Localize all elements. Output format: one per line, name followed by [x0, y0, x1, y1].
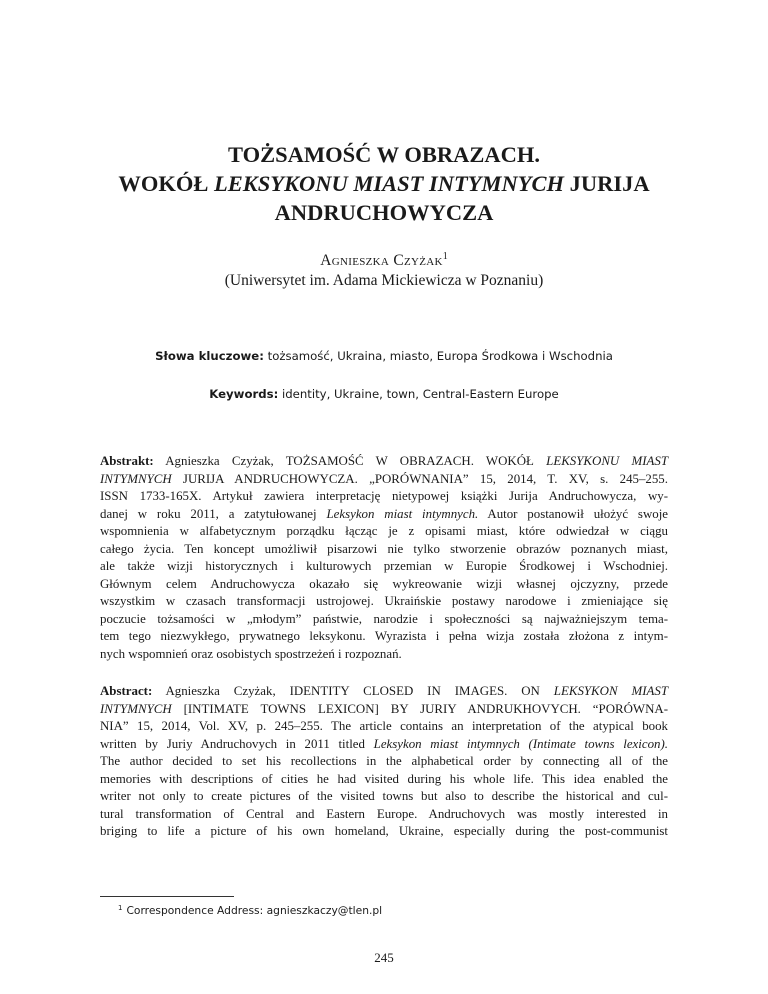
abstract-english-text: [INTIMATE TOWNS LEXICON] BY JURIY ANDRUKHOVYCH. “PORÓWNA-: [183, 701, 668, 716]
abstract-english-line: [100, 683, 668, 701]
author-name: Agnieszka Czyżak: [320, 252, 443, 269]
article-title: [60, 140, 708, 227]
abstract-polish-text: JURIJA ANDRUCHOWYCZA. „PORÓWNANIA” 15, 2014, T. XV, s. 245–255.: [182, 471, 668, 486]
keywords-english-text: identity, Ukraine, town, Central-Eastern Europe: [281, 387, 559, 401]
title-line-2-italic: LEKSYKONU MIAST INTYMNYCH: [213, 171, 565, 196]
abstract-polish-text: danej w roku 2011, a zatytułowanej: [100, 506, 317, 521]
title-line-2-pre: WOKÓŁ: [118, 171, 209, 196]
abstract-polish-italic: INTYMNYCH: [100, 471, 172, 486]
author-line: [0, 251, 768, 271]
abstract-polish-italic: LEKSYKONU MIAST: [546, 454, 668, 468]
abstract-polish-line: [100, 471, 668, 489]
abstract-english-line: memories with descriptions of cities he had visited during his whole life. This idea enabled the: [100, 771, 668, 786]
abstract-polish-line: tem tego niezwykłego, prywatnego leksykonu. Wyrazista i pełna wizja została złożona z intym-: [100, 629, 668, 643]
abstract-polish: [100, 453, 668, 663]
abstract-english-line: NIA” 15, 2014, Vol. XV, p. 245–255. The article contains an interpretation of the atypical book: [100, 719, 668, 733]
author-affiliation: (Uniwersytet im. Adama Mickiewicza w Poznaniu): [224, 272, 544, 289]
abstract-english-line: The author decided to set his recollections in the alphabetical order by connecting all of the: [100, 754, 668, 768]
page-number: 245: [374, 950, 394, 965]
keywords-polish: [0, 348, 768, 364]
abstract-polish-line: wszystkim w czasach transformacji ustrojowej. Ukraińskie postawy narodowe i zmieniające się: [100, 594, 668, 608]
abstract-polish-label: Abstrakt:: [100, 454, 154, 468]
abstract-english-label: Abstract:: [100, 684, 153, 698]
keywords-polish-label: Słowa kluczowe:: [155, 349, 264, 363]
abstract-english-line: writer not only to create pictures of the visited towns but also to describe the historical and cul-: [100, 789, 668, 803]
title-line-1: TOŻSAMOŚĆ W OBRAZACH.: [228, 142, 540, 167]
abstract-polish-line: [100, 453, 668, 471]
abstract-english-text: written by Juriy Andruchovych in 2011 titled: [100, 736, 365, 751]
keywords-english-label: Keywords:: [209, 387, 279, 401]
abstract-polish-text: Autor postanowił ułożyć swoje: [487, 506, 668, 521]
footnote-separator: [100, 896, 234, 897]
abstract-english-italic: INTYMNYCH: [100, 701, 172, 716]
footnote-text: Correspondence Address: agnieszkaczy@tlen.pl: [126, 904, 383, 917]
author-footnote-mark[interactable]: 1: [442, 251, 448, 262]
abstract-polish-line: nych wspomnień oraz osobistych spostrzeżeń i rozpoznań.: [100, 646, 402, 661]
abstract-polish-line: wspomnienia w alfabetycznym porządku łącząc je z opisami miast, które odwiedzał w ciągu: [100, 524, 668, 538]
abstract-english-line: briging to life a picture of his own homeland, Ukraine, especially during the post-communist: [100, 824, 668, 838]
abstract-polish-italic: Leksykon miast intymnych.: [326, 506, 479, 521]
title-line-2-post: JURIJA: [569, 171, 650, 196]
abstract-polish-line: poczucie tożsamości w „młodym” państwie, narodzie i społeczności są najważniejszym tema-: [100, 611, 668, 626]
title-line-3: ANDRUCHOWYCZA: [274, 200, 494, 225]
keywords-english: [0, 386, 768, 402]
footnote: [118, 904, 382, 918]
abstract-english-text: Agnieszka Czyżak, IDENTITY CLOSED IN IMAGES. ON: [165, 684, 540, 698]
keywords-polish-text: tożsamość, Ukraina, miasto, Europa Środkowa i Wschodnia: [267, 349, 613, 363]
abstract-english-line: [100, 736, 668, 754]
abstract-polish-line: ISSN 1733-165X. Artykuł zawiera interpretację nietypowej książki Jurija Andruchowycza, wy-: [100, 489, 668, 503]
abstract-english: [100, 683, 668, 841]
abstract-english-italic: LEKSYKON MIAST: [553, 684, 668, 698]
abstract-polish-line: Głównym celem Andruchowycza okazało się wykreowanie wizji własnej ojczyzny, przede: [100, 576, 668, 591]
footnote-mark: 1: [118, 904, 123, 912]
abstract-english-line: [100, 701, 668, 719]
abstract-polish-line: [100, 506, 668, 524]
abstract-polish-line: ale także wizji historycznych i kulturowych przemian w Europie Środkowej i Wschodniej.: [100, 559, 668, 573]
abstract-polish-line: całego życia. Ten koncept umożliwił pisarzowi nie tylko stworzenie obrazów poznanych miast,: [100, 541, 668, 556]
abstract-english-line: tural transformation of Central and Eastern Europe. Andruchovych was mostly interested in: [100, 806, 668, 821]
abstract-polish-text: Agnieszka Czyżak, TOŻSAMOŚĆ W OBRAZACH. WOKÓŁ: [165, 454, 534, 468]
abstract-english-italic: Leksykon miast intymnych (Intimate towns lexicon).: [373, 736, 668, 751]
